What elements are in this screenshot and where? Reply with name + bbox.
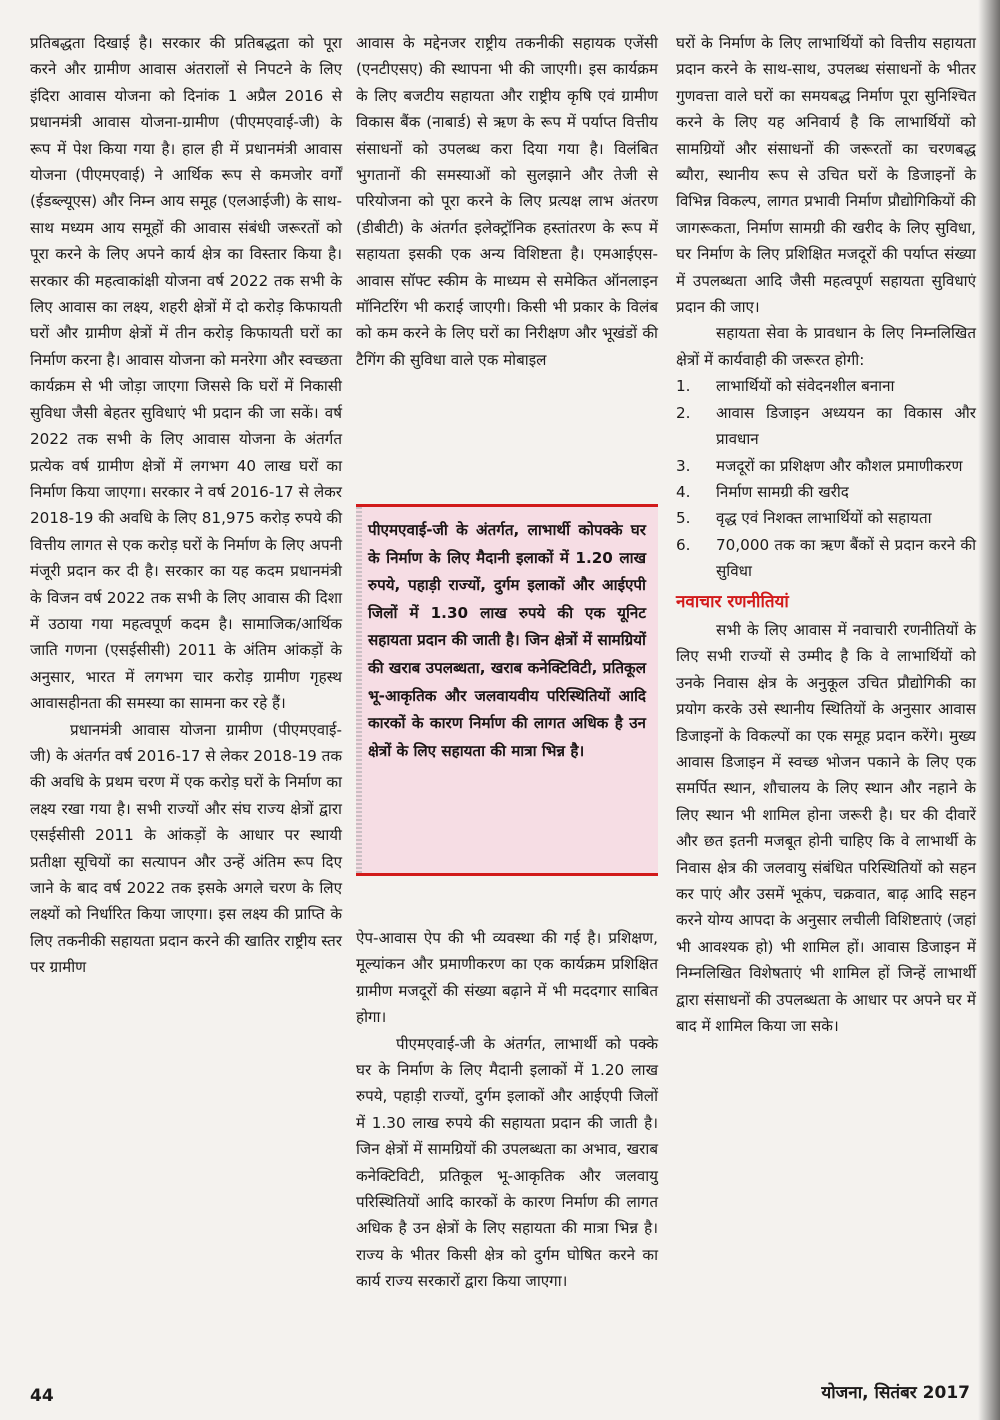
page-edge-shadow [978,0,1000,1420]
list-item: 1. लाभार्थियों को संवेदनशील बनाना [676,377,895,396]
paragraph: ऐप-आवास ऐप की भी व्यवस्था की गई है। प्रशिक्षण, मूल्यांकन और प्रमाणीकरण का एक कार्यक्रम प्रशिक्षित ग्रामीण मजदूरों की संख्या बढ़ाने में भी मददगार साबित होगा। [356,929,658,1027]
page-number: 44 [30,1386,54,1406]
highlight-box [356,504,658,876]
highlight-text: पीएमएवाई-जी के अंतर्गत, लाभार्थी कोपक्के घर के निर्माण के लिए मैदानी इलाकों में 1.20 लाख रुपये, पहाड़ी राज्यों, दुर्गम इलाकों और आईएपी जिलों में 1.30 लाख रुपये की एक यूनिट सहायता प्रदान की जाती है। जिन क्षेत्रों में सामग्रियों की खराब उपलब्धता, खराब कनेक्टिविटी, प्रतिकूल भू-आकृतिक और जलवायवीय परिस्थितियों आदि कारकों के कारण निर्माण की लागत अधिक है उन क्षेत्रों के लिए सहायता की मात्रा भिन्न है। [368,521,646,760]
column-middle-lower [356,925,658,1295]
list-item: 3. मजदूरों का प्रशिक्षण और कौशल प्रमाणीकरण [676,456,963,475]
paragraph: सभी के लिए आवास में नवाचारी रणनीतियों के लिए सभी राज्यों से उम्मीद है कि वे लाभार्थियों को उनके निवास क्षेत्र के अनुकूल उचित प्रौद्योगिकी का प्रयोग करके उसे स्थानीय स्थितियों के अनुसार आवास डिजाइनों के विकल्पों का एक समूह प्रदान करेंगे। मुख्य आवास डिजाइन में स्वच्छ भोजन पकाने के लिए एक समर्पित स्थान, शौचालय के लिए स्थान और नहाने के लिए स्थान भी शामिल होना जरूरी है। घर की दीवारें और छत इतनी मजबूत होनी चाहिए कि वे लाभार्थी के निवास क्षेत्र की जलवायु संबंधित परिस्थितियों को सहन कर पाएं और उसमें भूकंप, चक्रवात, बाढ़ आदि सहन करने योग्य आपदा के अनुसार लचीली विशिष्टताएं (जहां भी आवश्यक हो) भी शामिल हों। आवास डिजाइन में निम्नलिखित विशेषताएं भी शामिल हों जिन्हें लाभार्थी द्वारा संसाधनों की उपलब्धता के आधार पर अपने घर में बाद में शामिल किया जा सके। [676,620,976,1036]
list-item: 5. वृद्ध एवं निशक्त लाभार्थियों को सहायता [676,509,932,528]
list-item: 6. 70,000 तक का ऋण बैंकों से प्रदान करने की सुविधा [676,535,976,581]
magazine-footer: योजना, सितंबर 2017 [821,1383,970,1403]
column-right [676,30,976,1039]
paragraph: घरों के निर्माण के लिए लाभार्थियों को वित्तीय सहायता प्रदान करने के साथ-साथ, उपलब्ध संसाधनों के भीतर गुणवत्ता वाले घरों का समयबद्ध निर्माण पूरा सुनिश्चित करने के लिए यह अनिवार्य है कि लाभार्थियों को सामग्रियों और संसाधनों की जरूरतों का चरणबद्ध ब्यौरा, स्थानीय रूप से उचित घरों के डिजाइनों के विभिन्न विकल्प, लागत प्रभावी निर्माण प्रौद्योगिकियों की जागरूकता, निर्माण सामग्री की खरीद के लिए सुविधा, घर निर्माण के लिए प्रशिक्षित मजदूरों की पर्याप्त संख्या में उपलब्धता आदि जैसी महत्वपूर्ण सहायता सुविधाएं प्रदान की जाए। [676,34,976,317]
list-item: 4. निर्माण सामग्री की खरीद [676,482,849,501]
paragraph: सहायता सेवा के प्रावधान के लिए निम्नलिखित क्षेत्रों में कार्यवाही की जरूरत होगी: [676,324,976,369]
section-heading: नवाचार रणनीतियां [676,591,789,612]
paragraph: पीएमएवाई-जी के अंतर्गत, लाभार्थी को पक्के घर के निर्माण के लिए मैदानी इलाकों में 1.20 लाख रुपये, पहाड़ी राज्यों, दुर्गम इलाकों और आईएपी जिलों में 1.30 लाख रुपये की सहायता प्रदान की जाती है। जिन क्षेत्रों में सामग्रियों की उपलब्धता का अभाव, खराब कनेक्टिविटी, प्रतिकूल भू-आकृतिक और जलवायु परिस्थितियों आदि कारकों के कारण निर्माण की लागत अधिक है उन क्षेत्रों के लिए सहायता की मात्रा भिन्न है। राज्य के भीतर किसी क्षेत्र को दुर्गम घोषित करने का कार्य राज्य सरकारों द्वारा किया जाएगा। [356,1034,658,1291]
paragraph: प्रतिबद्धता दिखाई है। सरकार की प्रतिबद्धता को पूरा करने और ग्रामीण आवास अंतरालों से निपटने के लिए इंदिरा आवास योजना को दिनांक 1 अप्रैल 2016 से प्रधानमंत्री आवास योजना-ग्रामीण (पीएमएवाई-जी) के रूप में पेश किया गया है। हाल ही में प्रधानमंत्री आवास योजना (पीएमएवाई) ने आर्थिक रूप से कमजोर वर्गों (ईडब्ल्यूएस) और निम्न आय समूह (एलआईजी) के साथ-साथ मध्यम आय समूहों की आवास संबंधी जरूरतों को पूरा करने के लिए अपने कार्य क्षेत्र का विस्तार किया है। सरकार की महत्वाकांक्षी योजना वर्ष 2022 तक सभी के लिए आवास का लक्ष्य, शहरी क्षेत्रों में दो करोड़ किफायती घरों और ग्रामीण क्षेत्रों में तीन करोड़ किफायती घरों का निर्माण करना है। आवास योजना को मनरेगा और स्वच्छता कार्यक्रम से भी जोड़ा जाएगा जिससे कि घरों में निकासी सुविधा जैसी बेहतर सुविधाएं भी प्रदान की जा सकें। वर्ष 2022 तक सभी के लिए आवास योजना के अंतर्गत प्रत्येक वर्ष ग्रामीण क्षेत्रों में लगभग 40 लाख घरों का निर्माण किया जाएगा। सरकार ने वर्ष 2016-17 से लेकर 2018-19 की अवधि के लिए 81,975 करोड़ रुपये की वित्तीय लागत से एक करोड़ घरों के निर्माण के लिए अपनी मंजूरी प्रदान कर दी है। सरकार का यह कदम प्रधानमंत्री के विजन वर्ष 2022 तक सभी के लिए आवास की दिशा में उठाया गया महत्वपूर्ण कदम है। सामाजिक/आर्थिक जाति गणना (एसईसीसी) 2011 के अंतिम आंकड़ों के अनुसार, भारत में लगभग चार करोड़ ग्रामीण गृहस्थ आवासहीनता की समस्या का सामना कर रहे हैं। [30,34,342,713]
paragraph: प्रधानमंत्री आवास योजना ग्रामीण (पीएमएवाई-जी) के अंतर्गत वर्ष 2016-17 से लेकर 2018-19 तक की अवधि के प्रथम चरण में एक करोड़ घरों के निर्माण का लक्ष्य रखा गया है। सभी राज्यों और संघ राज्य क्षेत्रों द्वारा एसईसीसी 2011 के आंकड़ों के आधार पर स्थायी प्रतीक्षा सूचियों का सत्यापन और उन्हें अंतिम रूप दिए जाने के बाद वर्ष 2022 तक इसके अगले चरण के लिए लक्ष्यों को निर्धारित किया जाएगा। इस लक्ष्य की प्राप्ति के लिए तकनीकी सहायता प्रदान करने की खातिर राष्ट्रीय स्तर पर ग्रामीण [30,720,342,977]
requirements-list [676,373,976,584]
column-left [30,30,342,981]
list-item: 2. आवास डिजाइन अध्ययन का विकास और प्रावधान [676,403,976,449]
paragraph: आवास के मद्देनजर राष्ट्रीय तकनीकी सहायक एजेंसी (एनटीएसए) की स्थापना भी की जाएगी। इस कार्यक्रम के लिए बजटीय सहायता और राष्ट्रीय कृषि एवं ग्रामीण विकास बैंक (नाबार्ड) से ऋण के रूप में पर्याप्त वित्तीय संसाधनों को उपलब्ध करा दिया गया है। विलंबित भुगतानों की समस्याओं को सुलझाने और तेजी से परियोजना को पूरा करने के लिए प्रत्यक्ष लाभ अंतरण (डीबीटी) के अंतर्गत इलेक्ट्रॉनिक हस्तांतरण के रूप में सहायता इसकी एक अन्य विशिष्टता है। एमआईएस-आवास सॉफ्ट स्कीम के माध्यम से समेकित ऑनलाइन मॉनिटरिंग भी कराई जाएगी। किसी भी प्रकार के विलंब को कम करने के लिए घरों का निरीक्षण और भूखंडों की टैगिंग की सुविधा वाले एक मोबाइल [356,34,658,369]
